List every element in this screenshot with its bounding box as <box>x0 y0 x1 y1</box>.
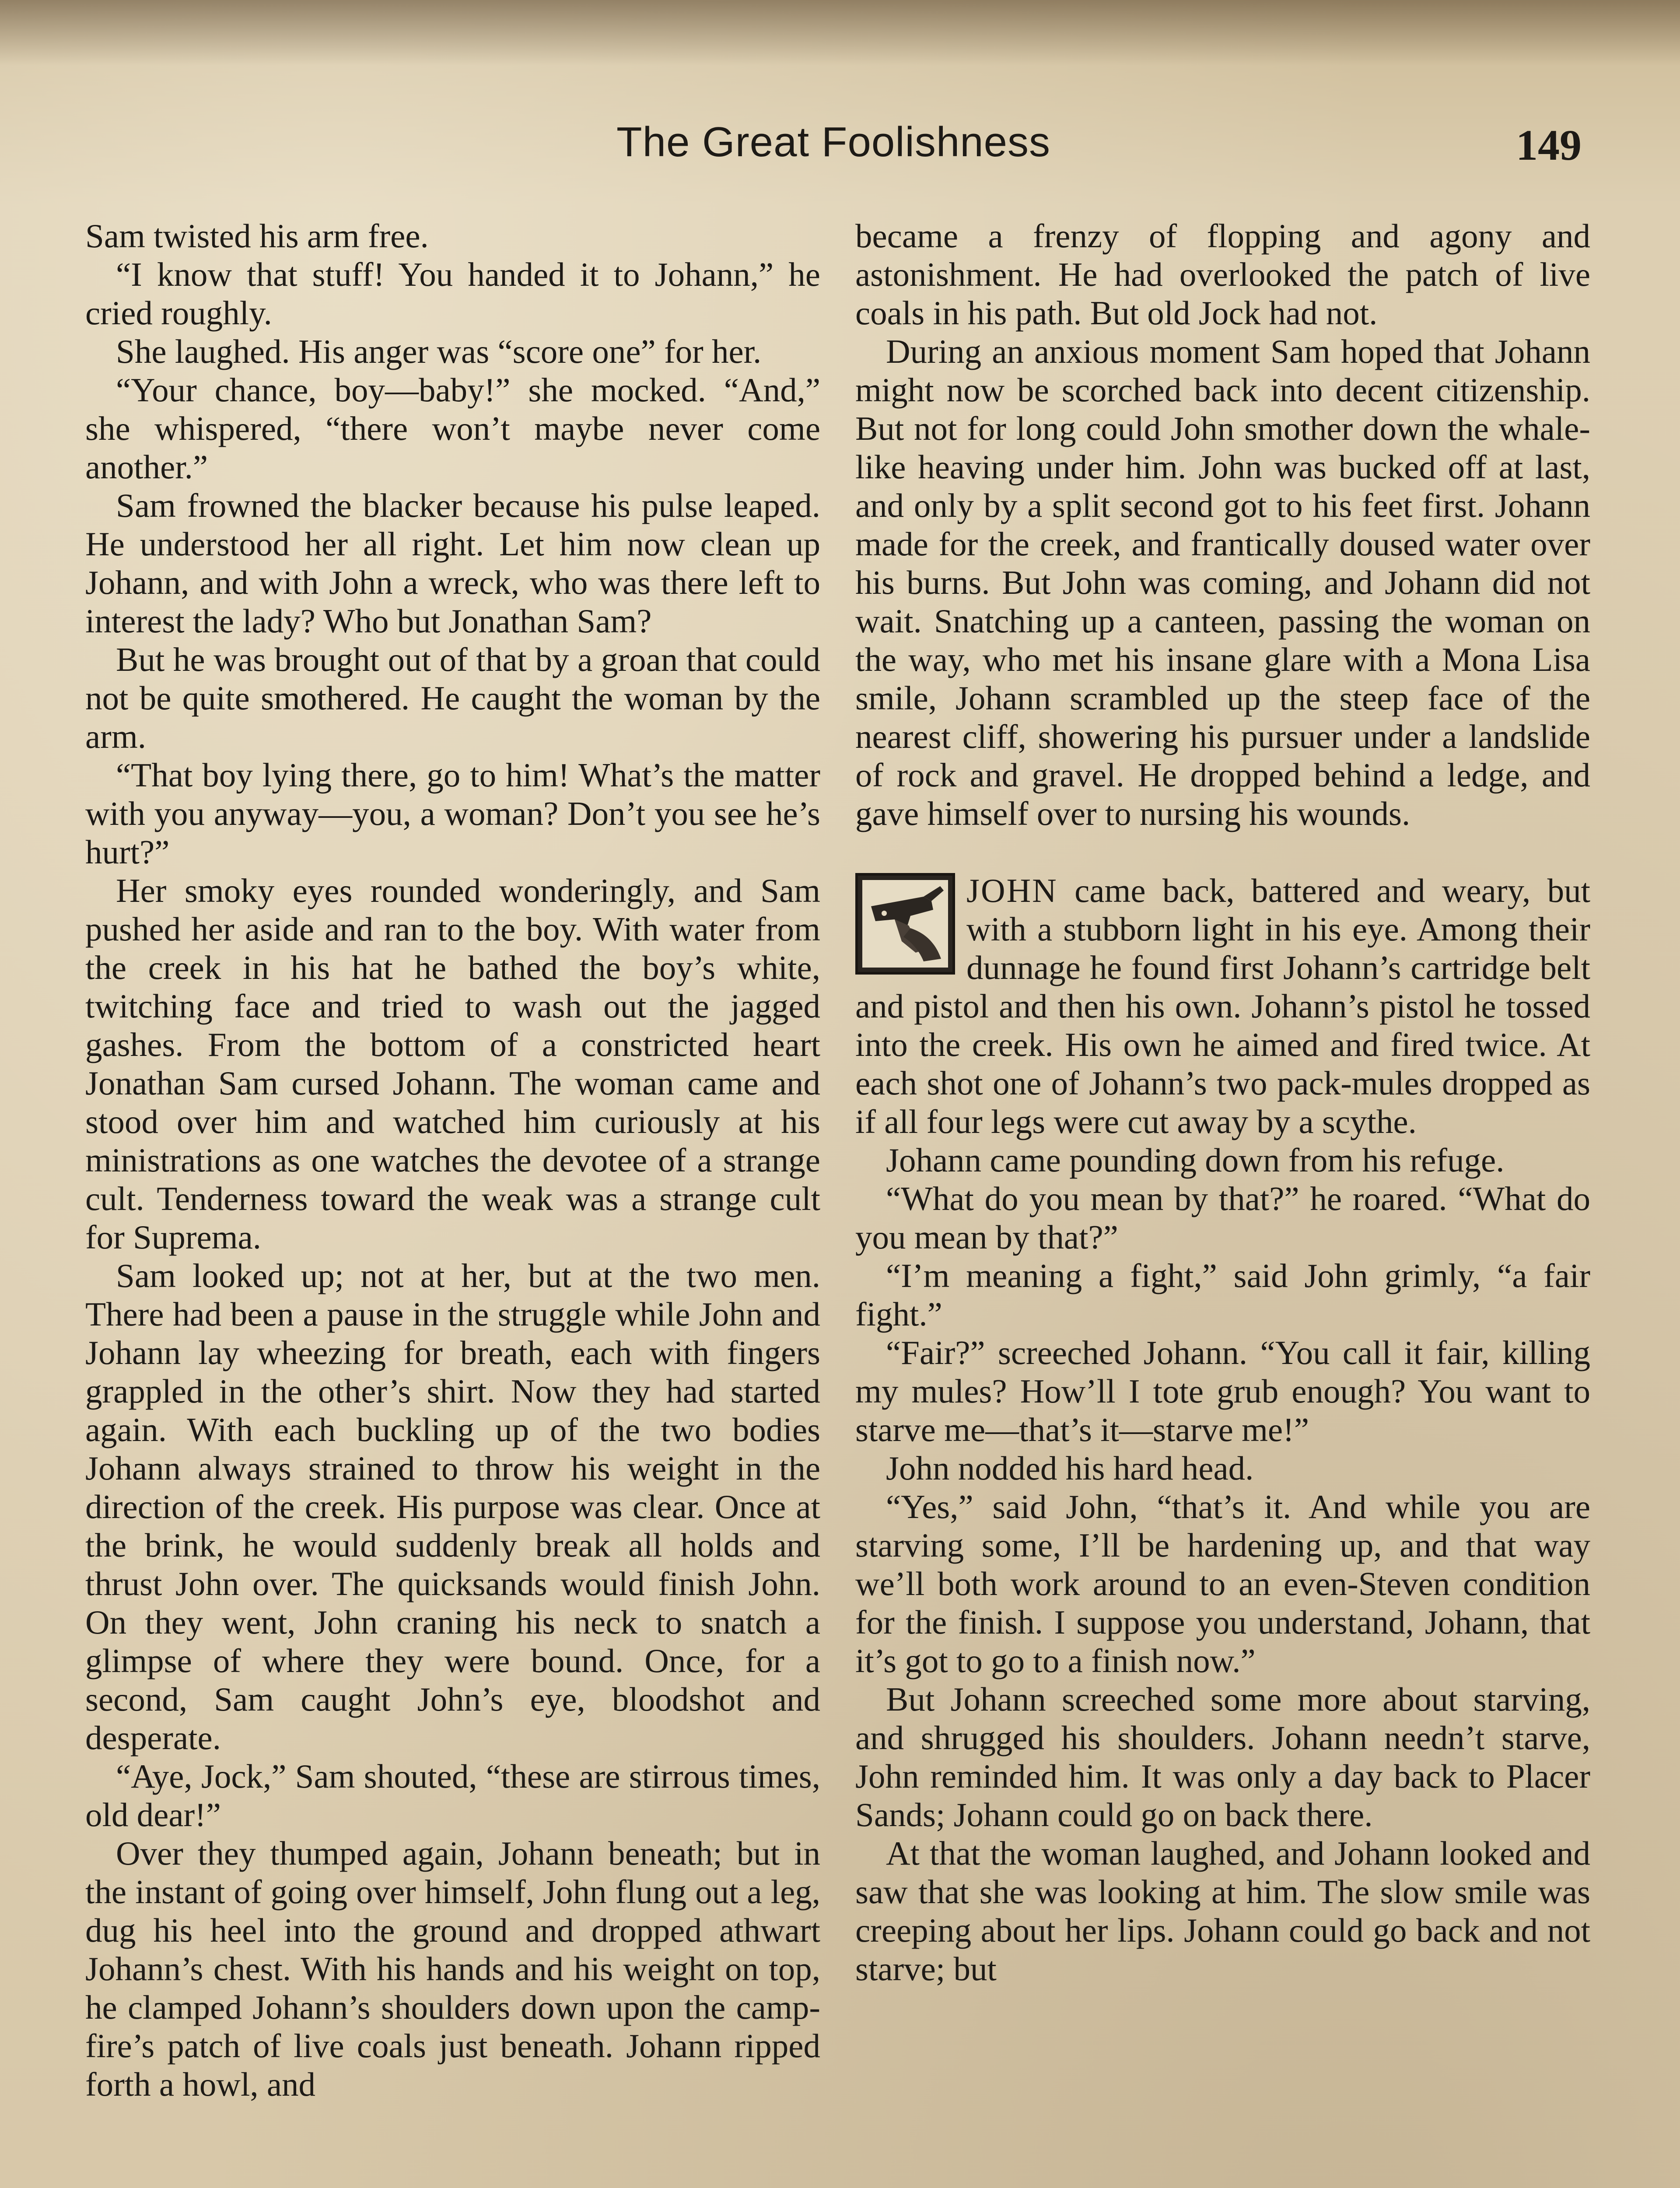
running-title: The Great Foolishness <box>616 119 1051 165</box>
paragraph: During an anxious moment Sam hoped that Johann might now be scorched back into decent citizenship. But not for long could John smother down the whale-like heaving under him. John was bucked off at last, and only by a split second got to his feet first. Johann made for the creek, and frantically doused water over his burns. But John was coming, and Johann did not wait. Snatching up a canteen, passing the woman on the way, who met his insane glare with a Mona Lisa smile, Johann scrambled up the steep face of the nearest cliff, showering his pursuer under a landslide of rock and gravel. He dropped behind a ledge, and gave himself over to nursing his wounds. <box>855 333 1590 832</box>
paragraph: “Your chance, boy—baby!” she mocked. “And,” she whispered, “there won’t maybe never come another.” <box>85 371 820 486</box>
dropcap-paragraph-text: came back, battered and weary, but with a stubborn light in his eye. Among their dunnage he found first Johann’s cartridge belt and pistol and then his own. Johann’s pistol he tossed into the creek. His own he aimed and fired twice. At each shot one of Johann’s two pack-mules dropped as if all four legs were cut away by a scythe. <box>855 872 1590 1140</box>
page-edge-shadow <box>0 0 1680 66</box>
paragraph: Over they thumped again, Johann beneath; but in the instant of going over himself, John flung out a leg, dug his heel into the ground and dropped athwart Johann’s chest. With his hands and his weight on top, he clamped Johann’s shoulders down upon the camp-fire’s patch of live coals just beneath. Johann ripped forth a howl, and <box>85 1834 820 2103</box>
paragraph: At that the woman laughed, and Johann looked and saw that she was looking at him. The slow smile was creeping about her lips. Johann could go back and not starve; but <box>855 1834 1590 1988</box>
paragraph: Sam twisted his arm free. <box>85 217 429 255</box>
paragraph: “Fair?” screeched Johann. “You call it fair, killing my mules? How’ll I tote grub enough? You want to starve me—that’s it—starve me!” <box>855 1334 1590 1448</box>
right-column <box>855 217 1590 1988</box>
paragraph: Sam looked up; not at her, but at the two men. There had been a pause in the struggle while John and Johann lay wheezing for breath, each with fingers grappled in the other’s shirt. Now they had started again. With each buckling up of the two bodies Johann always strained to throw his weight in the direction of the creek. His purpose was clear. Once at the brink, he would suddenly break all holds and thrust John over. The quicksands would finish John. On they went, John craning his neck to snatch a glimpse of where they were bound. Once, for a second, Sam caught John’s eye, bloodshot and desperate. <box>85 1257 820 1757</box>
dropcap-lead-word: JOHN <box>966 872 1058 909</box>
dropcap-paragraph <box>855 871 1590 1141</box>
paragraph: Sam frowned the blacker because his pulse leaped. He understood her all right. Let him now clean up Johann, and with John a wreck, who was there left to interest the lady? Who but Jonathan Sam? <box>85 487 820 640</box>
paragraph: But Johann screeched some more about starving, and shrugged his shoulders. Johann needn’t starve, John reminded him. It was only a day back to Placer Sands; Johann could go on back there. <box>855 1680 1590 1834</box>
page-number: 149 <box>1516 121 1582 169</box>
pistol-dropcap-icon <box>855 873 955 975</box>
paragraph: “What do you mean by that?” he roared. “What do you mean by that?” <box>855 1180 1590 1256</box>
paragraph: “I’m meaning a fight,” said John grimly, “a fair fight.” <box>855 1257 1590 1333</box>
paragraph: “Yes,” said John, “that’s it. And while you are starving some, I’ll be hardening up, and that way we’ll both work around to an even-Steven condition for the finish. I suppose you understand, Johann, that it’s got to go to a finish now.” <box>855 1488 1590 1680</box>
paragraph: But he was brought out of that by a groan that could not be quite smothered. He caught the woman by the arm. <box>85 641 820 755</box>
paragraph: Her smoky eyes rounded wonderingly, and Sam pushed her aside and ran to the boy. With water from the creek in his hat he bathed the boy’s white, twitching face and tried to wash out the jagged gashes. From the bottom of a constricted heart Jonathan Sam cursed Johann. The woman came and stood over him and watched him curiously at his ministrations as one watches the devotee of a strange cult. Tenderness toward the weak was a strange cult for Suprema. <box>85 872 820 1256</box>
paragraph: became a frenzy of flopping and agony and astonishment. He had overlooked the patch of live coals in his path. But old Jock had not. <box>855 217 1590 332</box>
paragraph: John nodded his hard head. <box>886 1449 1254 1487</box>
section-break <box>855 833 1590 871</box>
page-header <box>85 118 1582 179</box>
left-column <box>85 217 820 2104</box>
paragraph: She laughed. His anger was “score one” for her. <box>116 333 762 370</box>
paragraph: “Aye, Jock,” Sam shouted, “these are stirrous times, old dear!” <box>85 1757 820 1834</box>
paragraph: “That boy lying there, go to him! What’s the matter with you anyway—you, a woman? Don’t you see he’s hurt?” <box>85 756 820 871</box>
paragraph: Johann came pounding down from his refuge. <box>886 1141 1505 1179</box>
paragraph: “I know that stuff! You handed it to Johann,” he cried roughly. <box>85 256 820 332</box>
